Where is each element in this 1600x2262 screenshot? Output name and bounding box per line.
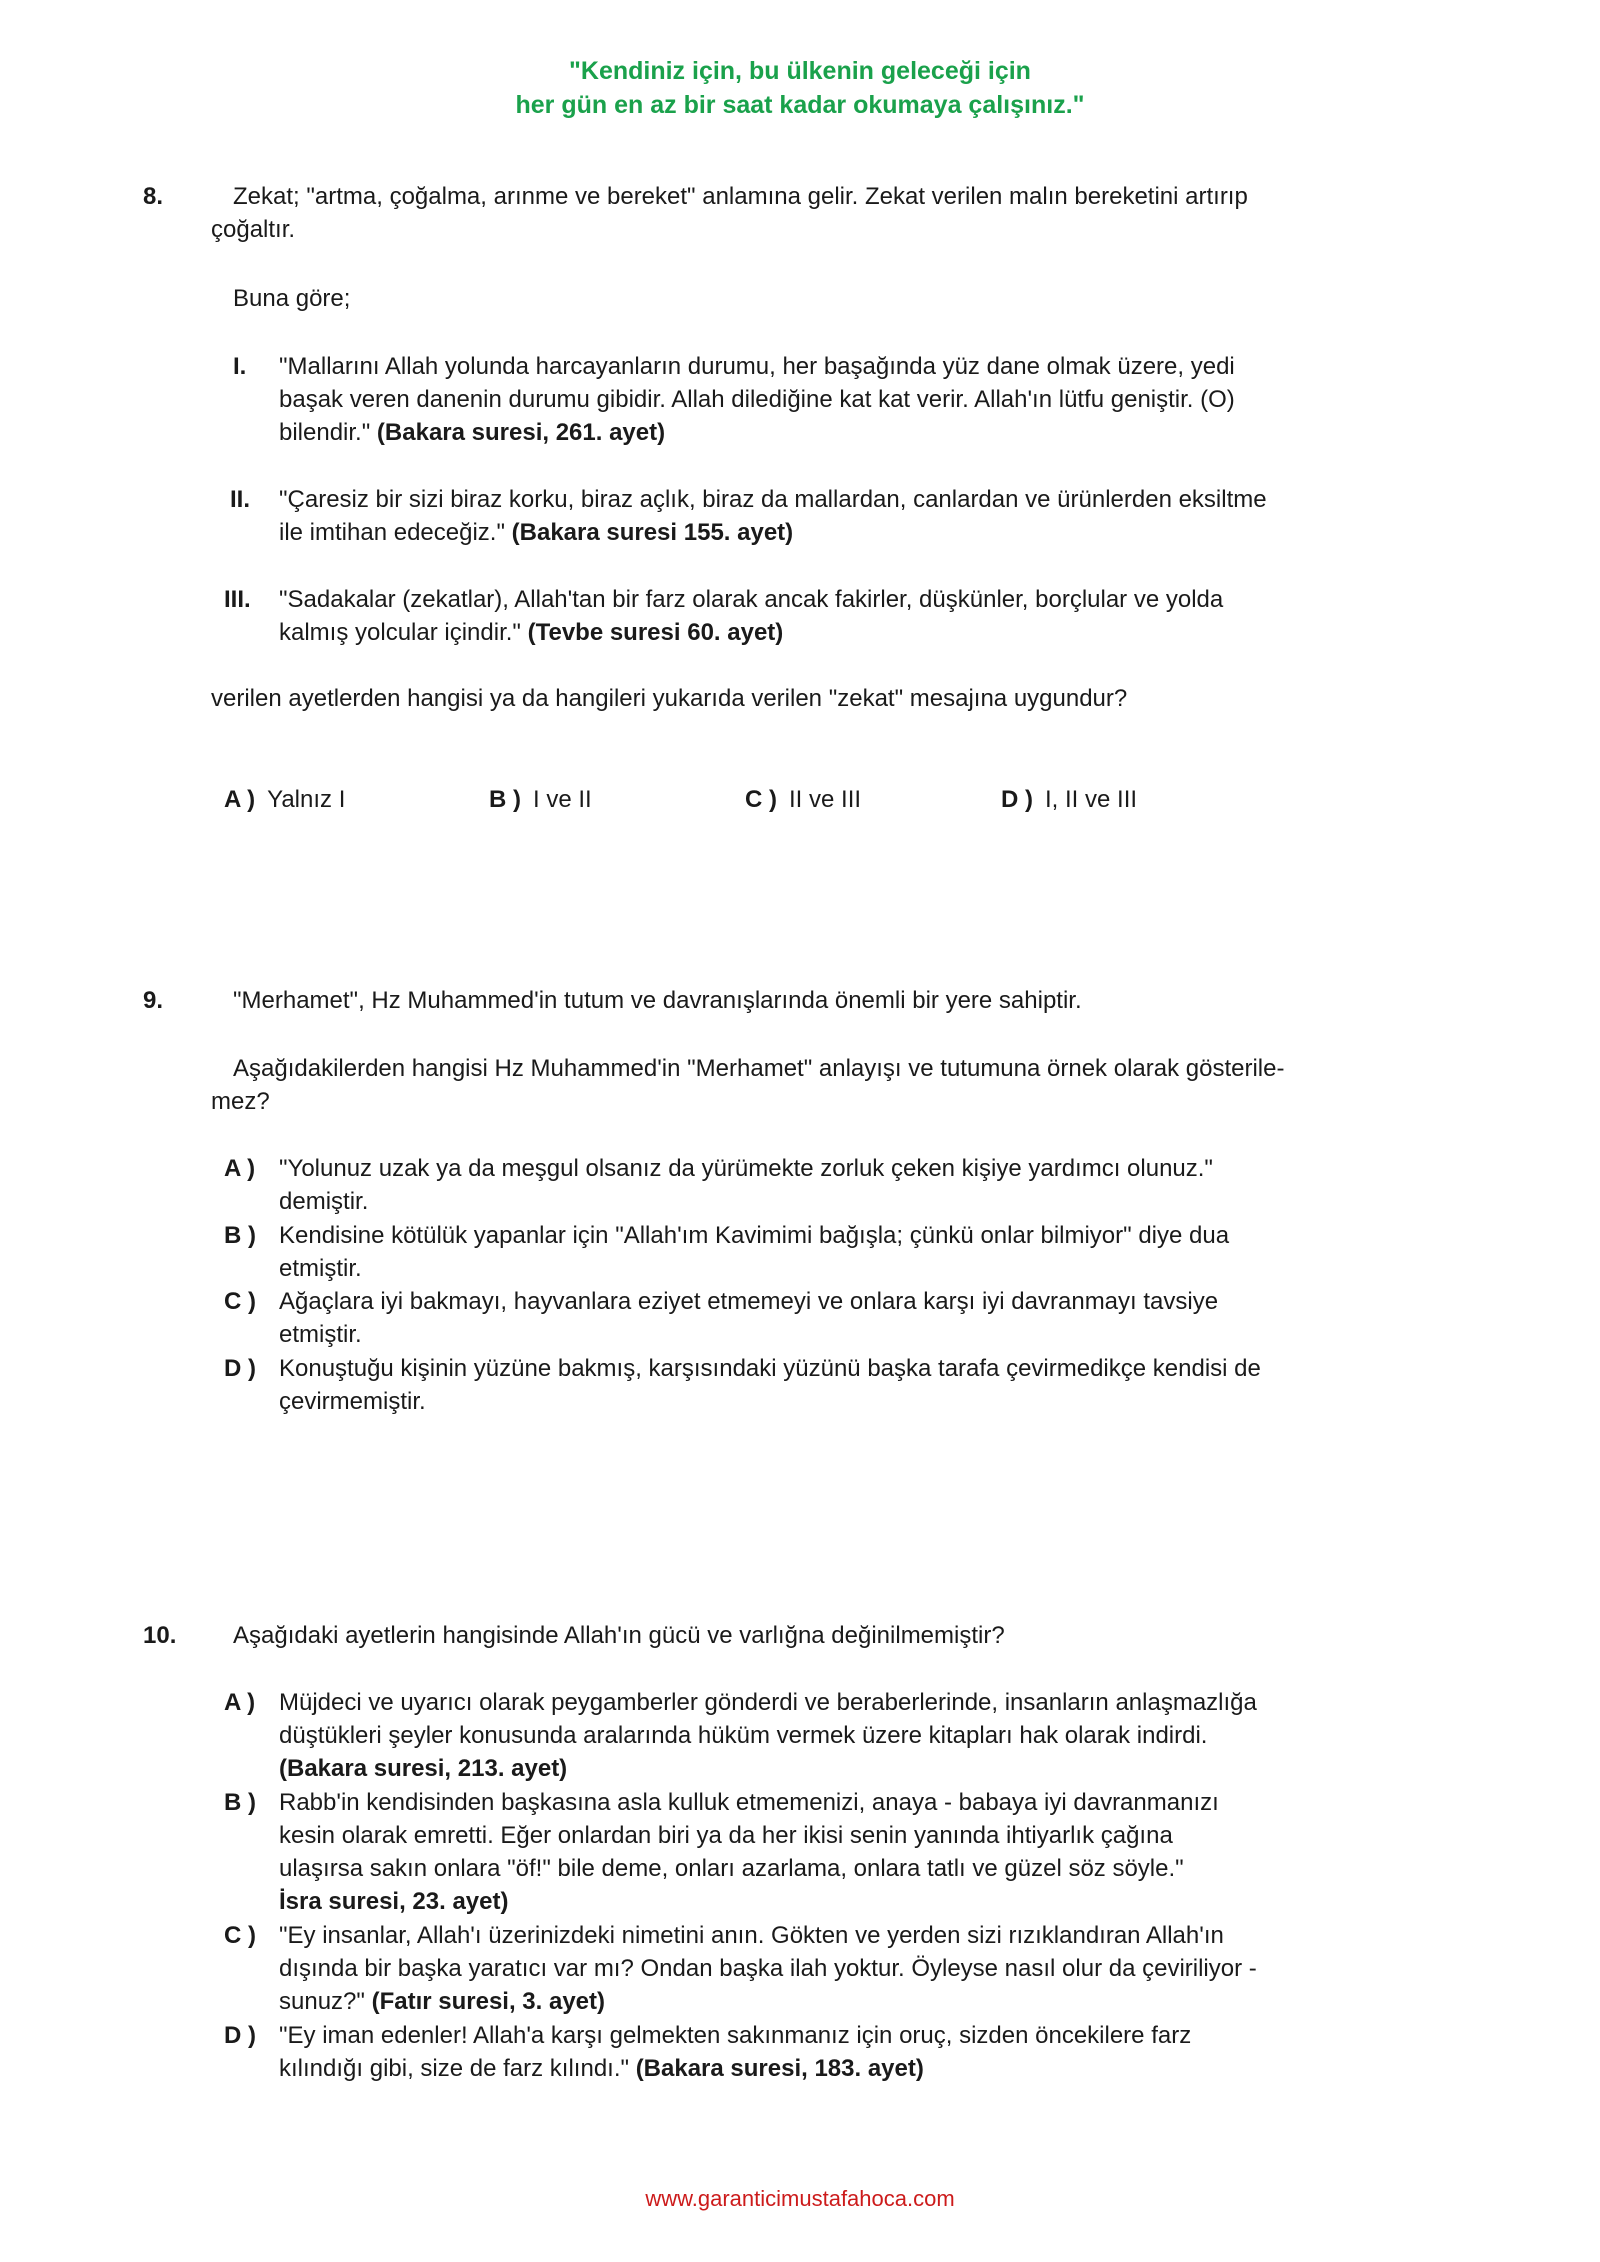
option-text-line [279,2052,924,2085]
item-text: bilendir." [279,419,377,446]
item-line [279,416,665,449]
option-letter: D ) [224,1355,256,1382]
question-prompt: verilen ayetlerden hangisi ya da hangileri yukarıda verilen "zekat" mesajına uygundur? [211,685,1128,712]
question-intro: Buna göre; [233,285,351,312]
option-citation: (Bakara suresi, 213. ayet) [279,1755,568,1782]
option-letter: D ) [1001,786,1033,813]
option-citation: İsra suresi, 23. ayet) [279,1888,509,1915]
option-letter: C ) [224,1922,256,1949]
answer-option-a[interactable] [224,783,345,816]
option-text-line: ulaşırsa sakın onlara "öf!" bile deme, onları azarlama, onlara tatlı ve güzel söz söyle." [279,1855,1184,1882]
option-letter: B ) [224,1789,256,1816]
option-text-line: "Ey iman edenler! Allah'a karşı gelmekten sakınmanız için oruç, sizden öncekilere farz [279,2022,1192,2049]
option-citation: (Fatır suresi, 3. ayet) [371,1988,606,2015]
option-text-line: dışında bir başka yaratıcı var mı? Ondan başka ilah yoktur. Öyleyse nasıl olur da çeviriliyor - [279,1955,1257,1982]
option-letter: C ) [224,1288,256,1315]
question-prompt-line-1: Aşağıdakilerden hangisi Hz Muhammed'in "Merhamet" anlayışı ve tutumuna örnek olarak gösterile- [233,1055,1285,1082]
option-letter: C ) [745,786,777,813]
option-text-line: düştükleri şeyler konusunda aralarında hüküm vermek üzere kitapları hak olarak indirdi. [279,1722,1208,1749]
item-line: "Sadakalar (zekatlar), Allah'tan bir farz olarak ancak fakirler, düşkünler, borçlular ve yolda [279,586,1224,613]
option-text-line: kesin olarak emretti. Eğer onlardan biri ya da her ikisi senin yanında ihtiyarlık çağına [279,1822,1173,1849]
option-text-line: Ağaçlara iyi bakmayı, hayvanlara eziyet etmemeyi ve onlara karşı iyi davranmayı tavsiye [279,1288,1219,1315]
footer-website-link[interactable]: www.garanticimustafahoca.com [645,2186,955,2211]
option-text: Yalnız I [267,786,346,813]
item-text: ile imtihan edeceğiz." [279,519,512,546]
option-letter: A ) [224,1155,256,1182]
question-number: 8. [143,183,164,210]
option-text: I ve II [533,786,592,813]
option-text-line: etmiştir. [279,1321,362,1348]
option-text-line: "Yolunuz uzak ya da meşgul olsanız da yürümekte zorluk çeken kişiye yardımcı olunuz." [279,1155,1213,1182]
item-text: kalmış yolcular içindir." [279,619,528,646]
question-prompt-line-2: mez? [211,1088,270,1115]
option-citation: (Bakara suresi, 183. ayet) [635,2055,924,2082]
option-text-line: "Ey insanlar, Allah'ı üzerinizdeki nimetini anın. Gökten ve yerden sizi rızıklandıran Allah'ın [279,1922,1224,1949]
item-citation: (Tevbe suresi 60. ayet) [527,619,784,646]
option-text-line: etmiştir. [279,1255,362,1282]
option-text: I, II ve III [1045,786,1138,813]
header-line-1: "Kendiniz için, bu ülkenin geleceği için [569,57,1031,85]
question-stem-line-1: Zekat; "artma, çoğalma, arınme ve bereket" anlamına gelir. Zekat verilen malın bereketini artırıp [233,183,1248,210]
question-prompt: Aşağıdaki ayetlerin hangisinde Allah'ın gücü ve varlığna değinilmemiştir? [233,1622,1005,1649]
header-line-2: her gün en az bir saat kadar okumaya çalışınız." [515,91,1085,119]
item-roman-numeral: II. [230,486,251,513]
item-citation: (Bakara suresi 155. ayet) [511,519,794,546]
item-line: başak veren danenin durumu gibidir. Allah dilediğine kat kat verir. Allah'ın lütfu geniştir. (O) [279,386,1235,413]
question-number: 10. [143,1622,177,1649]
answer-option-c[interactable] [745,783,861,816]
option-text: sunuz?" [279,1988,372,2015]
question-stem-line-2: çoğaltır. [211,216,296,243]
item-line: "Çaresiz bir sizi biraz korku, biraz açlık, biraz da mallardan, canlardan ve ürünlerden eksiltme [279,486,1267,513]
question-number: 9. [143,987,164,1014]
option-text-line: Konuştuğu kişinin yüzüne bakmış, karşısındaki yüzünü başka tarafa çevirmedikçe kendisi de [279,1355,1261,1382]
option-text-line: Müjdeci ve uyarıcı olarak peygamberler gönderdi ve beraberlerinde, insanların anlaşmazlığa [279,1689,1257,1716]
option-letter: A ) [224,786,256,813]
option-text-line: Kendisine kötülük yapanlar için "Allah'ım Kavimimi bağışla; çünkü onlar bilmiyor" diye dua [279,1222,1230,1249]
option-letter: B ) [224,1222,256,1249]
page-header [0,54,1600,122]
option-text: II ve III [789,786,862,813]
option-letter: D ) [224,2022,256,2049]
option-text-line: Rabb'in kendisinden başkasına asla kulluk etmemenizi, anaya - babaya iyi davranmanızı [279,1789,1219,1816]
item-line [279,516,793,549]
option-text-line [279,1985,605,2018]
item-line [279,616,783,649]
question-stem: "Merhamet", Hz Muhammed'in tutum ve davranışlarında önemli bir yere sahiptir. [233,987,1082,1014]
item-roman-numeral: III. [224,586,251,613]
option-letter: B ) [489,786,521,813]
option-text-line: demiştir. [279,1188,369,1215]
option-letter: A ) [224,1689,256,1716]
option-text-line: çevirmemiştir. [279,1388,426,1415]
item-roman-numeral: I. [233,353,247,380]
answer-option-d[interactable] [1001,783,1137,816]
item-line: "Mallarını Allah yolunda harcayanların durumu, her başağında yüz dane olmak üzere, yedi [279,353,1235,380]
item-citation: (Bakara suresi, 261. ayet) [376,419,666,446]
option-text: kılındığı gibi, size de farz kılındı." [279,2055,636,2082]
answer-option-b[interactable] [489,783,592,816]
